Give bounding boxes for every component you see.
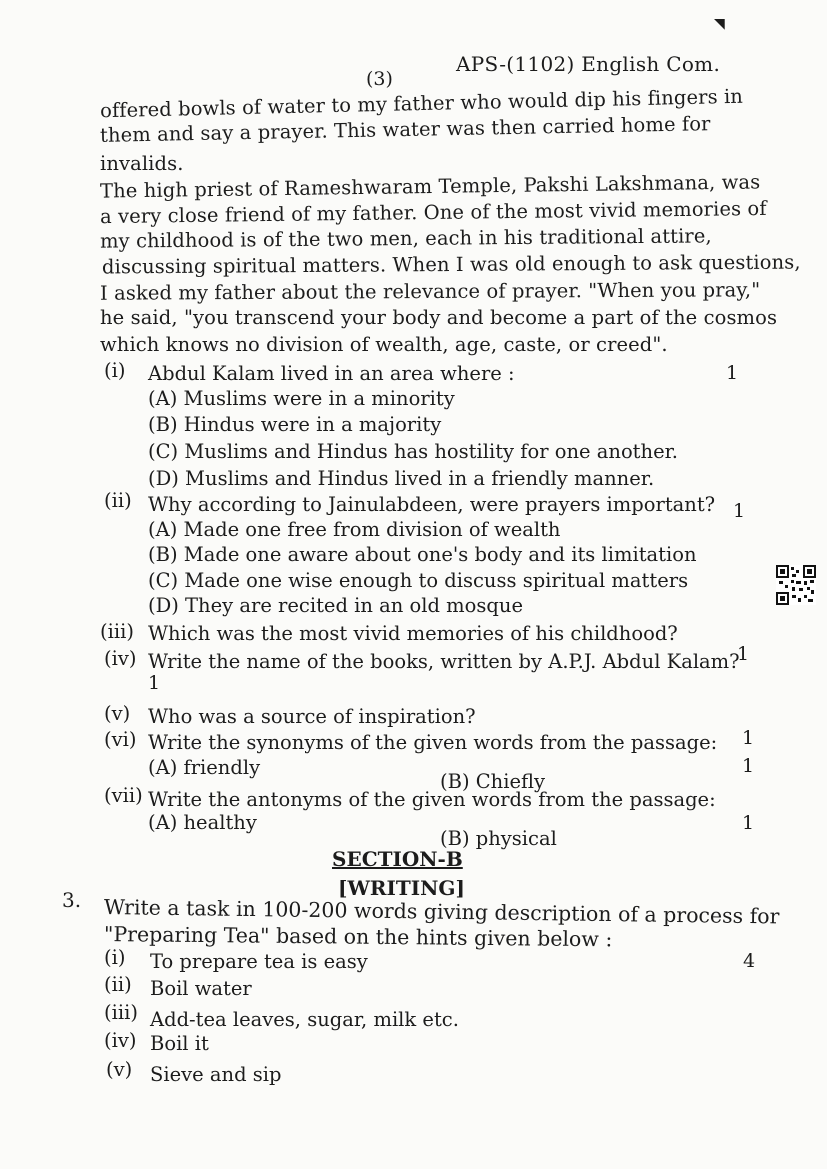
passage-line: discussing spiritual matters. When I was old enough to ask questions, bbox=[101, 250, 801, 279]
section-subtitle: [WRITING] bbox=[338, 876, 465, 900]
question-number: (iv) bbox=[104, 647, 137, 670]
passage-line: which knows no division of wealth, age, caste, or creed". bbox=[100, 333, 668, 356]
passage-line: The high priest of Rameshwaram Temple, Pakshi Lakshmana, was bbox=[99, 170, 761, 203]
passage-line: invalids. bbox=[100, 152, 184, 175]
hint-text: Boil water bbox=[150, 977, 252, 1000]
option: (A) Made one free from division of wealth bbox=[148, 518, 561, 541]
question-text: Write a task in 100-200 words giving description of a process for bbox=[103, 895, 780, 929]
question-marks: 4 bbox=[743, 950, 756, 972]
passage-line: offered bowls of water to my father who would dip his fingers in bbox=[99, 84, 744, 123]
hint-number: (i) bbox=[104, 946, 126, 969]
hint-number: (v) bbox=[106, 1058, 133, 1081]
hint-number: (iii) bbox=[104, 1001, 138, 1024]
hint-text: To prepare tea is easy bbox=[150, 950, 368, 973]
question-marks: 1 bbox=[742, 755, 755, 777]
paper-code: APS-(1102) English Com. bbox=[456, 52, 721, 76]
question-number: (vii) bbox=[104, 784, 143, 807]
question-marks: 1 bbox=[733, 500, 746, 522]
option: (C) Made one wise enough to discuss spiritual matters bbox=[148, 569, 689, 592]
option: (B) Made one aware about one's body and its limitation bbox=[148, 543, 697, 566]
question-number: (i) bbox=[104, 359, 126, 382]
option: (D) They are recited in an old mosque bbox=[148, 594, 523, 617]
question-text: Abdul Kalam lived in an area where : bbox=[148, 362, 515, 385]
page-number: (3) bbox=[366, 68, 393, 90]
question-number: (ii) bbox=[104, 489, 132, 512]
hint-number: (iv) bbox=[104, 1029, 137, 1052]
question-text: "Preparing Tea" based on the hints given below : bbox=[103, 922, 613, 952]
question-marks: 1 bbox=[726, 362, 739, 384]
question-text: Write the antonyms of the given words from the passage: bbox=[148, 788, 716, 811]
question-marks: 1 bbox=[148, 672, 161, 694]
passage-line: them and say a prayer. This water was then carried home for bbox=[99, 112, 711, 147]
passage-line: a very close friend of my father. One of the most vivid memories of bbox=[99, 196, 767, 229]
question-number: (v) bbox=[104, 702, 131, 725]
section-title: SECTION-B bbox=[332, 847, 463, 871]
hint-text: Add-tea leaves, sugar, milk etc. bbox=[150, 1008, 459, 1031]
question-text: Which was the most vivid memories of his childhood? bbox=[148, 622, 678, 645]
question-marks: 1 bbox=[737, 643, 750, 665]
question-marks: 1 bbox=[742, 727, 755, 749]
corner-mark: ◥ bbox=[714, 16, 725, 32]
word-a: (A) healthy bbox=[148, 811, 257, 834]
hint-text: Sieve and sip bbox=[150, 1063, 282, 1086]
option: (B) Hindus were in a majority bbox=[148, 413, 442, 436]
question-marks: 1 bbox=[742, 812, 755, 834]
word-a: (A) friendly bbox=[148, 756, 261, 779]
question-number: (iii) bbox=[100, 620, 134, 643]
hint-text: Boil it bbox=[150, 1032, 209, 1055]
word-b: (B) physical bbox=[440, 827, 557, 850]
option: (C) Muslims and Hindus has hostility for one another. bbox=[148, 440, 678, 463]
question-text: Why according to Jainulabdeen, were prayers important? bbox=[148, 493, 716, 516]
hint-number: (ii) bbox=[104, 973, 132, 996]
word-b: (B) Chiefly bbox=[440, 770, 546, 793]
question-text: Write the synonyms of the given words from the passage: bbox=[148, 731, 718, 754]
passage-line: he said, "you transcend your body and become a part of the cosmos bbox=[100, 306, 778, 329]
option: (D) Muslims and Hindus lived in a friendly manner. bbox=[148, 467, 655, 490]
passage-line: I asked my father about the relevance of prayer. "When you pray," bbox=[99, 278, 761, 305]
passage-line: my childhood is of the two men, each in his traditional attire, bbox=[99, 224, 712, 253]
question-text: Who was a source of inspiration? bbox=[148, 705, 476, 728]
question-number: 3. bbox=[62, 888, 82, 912]
question-number: (vi) bbox=[104, 728, 137, 751]
option: (A) Muslims were in a minority bbox=[148, 387, 455, 410]
qr-code-icon bbox=[776, 565, 816, 605]
question-text: Write the name of the books, written by A.P.J. Abdul Kalam? bbox=[148, 650, 740, 673]
